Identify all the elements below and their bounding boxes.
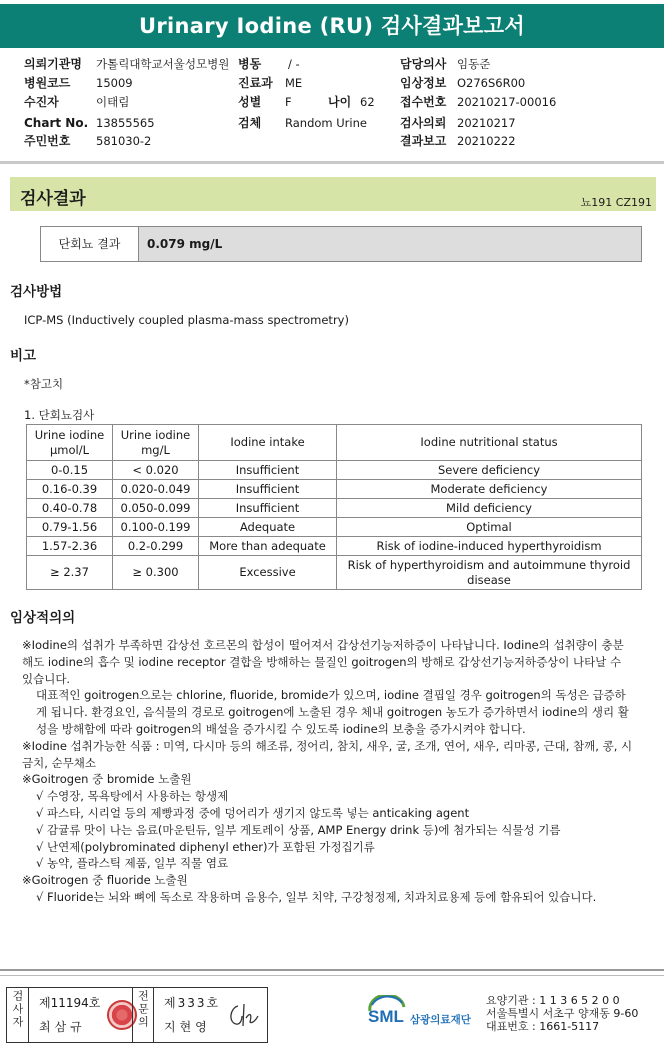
method-heading: 검사방법 bbox=[10, 284, 63, 300]
doctor-value: 임동준 bbox=[457, 57, 491, 71]
report-label: 결과보고 bbox=[400, 134, 447, 148]
footer-divider bbox=[0, 975, 664, 976]
cell: 0.40-0.78 bbox=[27, 499, 113, 518]
report-value: 20210222 bbox=[457, 134, 516, 148]
cell: ≥ 2.37 bbox=[27, 556, 113, 590]
clinical-paragraph-1: ※Iodine의 섭취가 부족하면 갑상선 호르몬의 합성이 떨어져서 갑상선기능저하증이 나타납니다. Iodine의 섭취량이 충분해도 iodine의 흡수 및 iodine receptor 결합을 방해하는 물질인 goitrogen의 방해로 갑상선기능저하증상이 나타날 수 있습니다. bbox=[22, 638, 624, 686]
specialist-license: 제333호 bbox=[164, 996, 221, 1010]
test-code: 뇨191 CZ191 bbox=[580, 196, 652, 209]
table-row bbox=[27, 480, 642, 499]
cell: ≥ 0.300 bbox=[113, 556, 199, 590]
sex-value: F bbox=[285, 95, 292, 109]
table-title: 1. 단회뇨검사 bbox=[24, 408, 95, 422]
cell: 1.57-2.36 bbox=[27, 537, 113, 556]
results-heading: 검사결과 bbox=[20, 189, 86, 209]
footer-divider bbox=[0, 969, 664, 971]
sml-logo bbox=[366, 995, 486, 1033]
fluoride-heading: ※Goitrogen 중 fluoride 노출원 bbox=[22, 873, 188, 888]
cell: Optimal bbox=[337, 518, 642, 537]
receipt-value: 20210217-00016 bbox=[457, 95, 557, 109]
result-box bbox=[40, 226, 642, 262]
clinical-heading: 임상적의의 bbox=[10, 610, 76, 626]
cell: Insufficient bbox=[199, 461, 337, 480]
examiner-name: 최삼규 bbox=[39, 1020, 86, 1034]
cell: 0.100-0.199 bbox=[113, 518, 199, 537]
cell: Insufficient bbox=[199, 499, 337, 518]
request-value: 20210217 bbox=[457, 116, 516, 130]
cell: Risk of hyperthyroidism and autoimmune thyroid disease bbox=[337, 556, 642, 590]
cell: Adequate bbox=[199, 518, 337, 537]
specialist-label: 전문의 bbox=[132, 988, 154, 1042]
food-list: ※Iodine 섭취가능한 식품 : 미역, 다시마 등의 해조류, 정어리, 참치, 새우, 굴, 조개, 연어, 새우, 리마콩, 근대, 참깨, 콩, 시금치, 순무채소 bbox=[22, 738, 633, 770]
address-line: 대표번호 : 1661-5117 bbox=[486, 1020, 600, 1033]
remarks-heading: 비고 bbox=[10, 348, 37, 364]
cell: Insufficient bbox=[199, 480, 337, 499]
hospital-code-value: 15009 bbox=[96, 76, 133, 90]
cell: 0.79-1.56 bbox=[27, 518, 113, 537]
ward-label: 병동 bbox=[238, 57, 262, 71]
institution-label: 의뢰기관명 bbox=[24, 57, 82, 71]
examiner-license: 제11194호 bbox=[39, 996, 101, 1010]
col-header-status: Iodine nutritional status bbox=[337, 425, 642, 461]
request-label: 검사의뢰 bbox=[400, 116, 447, 130]
bromide-item: √ 파스타, 시리얼 등의 제빵과정 중에 덩어리가 생기지 않도록 넣는 anticaking agent bbox=[36, 805, 470, 820]
bromide-item: √ 수영장, 목욕탕에서 사용하는 항생제 bbox=[36, 789, 229, 804]
method-text: ICP-MS (Inductively coupled plasma-mass spectrometry) bbox=[24, 313, 349, 327]
age-label: 나이 bbox=[328, 95, 352, 109]
results-band bbox=[10, 177, 656, 211]
cell: More than adequate bbox=[199, 537, 337, 556]
chart-value: 13855565 bbox=[96, 116, 155, 130]
table-row bbox=[27, 518, 642, 537]
report-title: Urinary Iodine (RU) 검사결과보고서 bbox=[0, 4, 664, 48]
doctor-label: 담당의사 bbox=[400, 57, 447, 71]
table-header-row bbox=[27, 425, 642, 461]
cell: 0.2-0.299 bbox=[113, 537, 199, 556]
cell: Excessive bbox=[199, 556, 337, 590]
cell: < 0.020 bbox=[113, 461, 199, 480]
table-row bbox=[27, 556, 642, 590]
cell: 0.020-0.049 bbox=[113, 480, 199, 499]
bromide-item: √ 농약, 플라스틱 제품, 일부 직물 염료 bbox=[36, 856, 229, 871]
dept-label: 진료과 bbox=[238, 76, 273, 90]
cell: Severe deficiency bbox=[337, 461, 642, 480]
bromide-heading: ※Goitrogen 중 bromide 노출원 bbox=[22, 772, 192, 787]
receipt-label: 접수번호 bbox=[400, 95, 447, 109]
clinical-significance bbox=[22, 637, 634, 906]
logo-sml-text: SML bbox=[368, 1007, 404, 1026]
signature-icon bbox=[226, 1000, 260, 1030]
cell: Risk of iodine-induced hyperthyroidism bbox=[337, 537, 642, 556]
result-value: 0.079 mg/L bbox=[147, 237, 223, 251]
specimen-label: 검체 bbox=[238, 116, 262, 130]
patient-value: 이태림 bbox=[96, 95, 130, 109]
specialist-signature-box bbox=[132, 987, 268, 1043]
sex-label: 성별 bbox=[238, 95, 262, 109]
bromide-item: √ 감귤류 맛이 나는 음료(마운틴듀, 일부 게토레이 상품, AMP Energy drink 등)에 첨가되는 식물성 기름 bbox=[36, 822, 561, 837]
cell: Moderate deficiency bbox=[337, 480, 642, 499]
clinical-info-value: O276S6R00 bbox=[457, 76, 526, 90]
specialist-name: 지현영 bbox=[164, 1020, 211, 1034]
age-value: 62 bbox=[360, 95, 375, 109]
clinical-info-label: 임상정보 bbox=[400, 76, 447, 90]
reference-note: *참고치 bbox=[24, 377, 64, 391]
cell: Mild deficiency bbox=[337, 499, 642, 518]
chart-label: Chart No. bbox=[24, 116, 89, 130]
table-row bbox=[27, 461, 642, 480]
fluoride-item: √ Fluoride는 뇌와 뼈에 독소로 작용하며 음용수, 일부 치약, 구강청정제, 치과치료용제 등에 함유되어 있습니다. bbox=[36, 889, 597, 904]
resident-label: 주민번호 bbox=[24, 134, 71, 148]
table-row bbox=[27, 537, 642, 556]
reference-table bbox=[26, 424, 642, 590]
address-line: 서울특별시 서초구 양재동 9-60 bbox=[486, 1007, 639, 1020]
specimen-value: Random Urine bbox=[285, 116, 367, 130]
resident-value: 581030-2 bbox=[96, 134, 152, 148]
institution-value: 가톨릭대학교서울성모병원 bbox=[96, 57, 230, 71]
col-header-umol: Urine iodine μmol/L bbox=[27, 425, 113, 461]
cell: 0.050-0.099 bbox=[113, 499, 199, 518]
dept-value: ME bbox=[285, 76, 303, 90]
divider bbox=[0, 161, 664, 164]
col-header-intake: Iodine intake bbox=[199, 425, 337, 461]
table-row bbox=[27, 499, 642, 518]
cell: 0.16-0.39 bbox=[27, 480, 113, 499]
hospital-code-label: 병원코드 bbox=[24, 76, 71, 90]
address-line: 요양기관 : 1 1 3 6 5 2 0 0 bbox=[486, 994, 620, 1007]
cell: 0-0.15 bbox=[27, 461, 113, 480]
institution-address bbox=[486, 994, 638, 1033]
patient-info bbox=[0, 55, 664, 155]
col-header-mg: Urine iodine mg/L bbox=[113, 425, 199, 461]
patient-label: 수진자 bbox=[24, 95, 59, 109]
examiner-label: 검사자 bbox=[7, 988, 29, 1042]
result-label: 단회뇨 결과 bbox=[41, 227, 139, 261]
clinical-paragraph-2: 대표적인 goitrogen으로는 chlorine, fluoride, bromide가 있으며, iodine 결핍일 경우 goitrogen의 독성은 급증하게 됩니다. 환경요인, 음식물의 경로로 goitrogen에 노출된 경우 체내 goitrogen 농도가 증가하면서 iodine의 생리 활성을 방해함에 따라 goitrogen의 배설을 증가시킬 수 있도록 iodine의 보충을 증가시켜야 합니다. bbox=[36, 688, 629, 736]
ward-value: / - bbox=[288, 57, 300, 71]
bromide-item: √ 난연제(polybrominated diphenyl ether)가 포함된 가정집기류 bbox=[36, 839, 375, 854]
logo-name-text: 삼광의료재단 bbox=[410, 1014, 471, 1026]
